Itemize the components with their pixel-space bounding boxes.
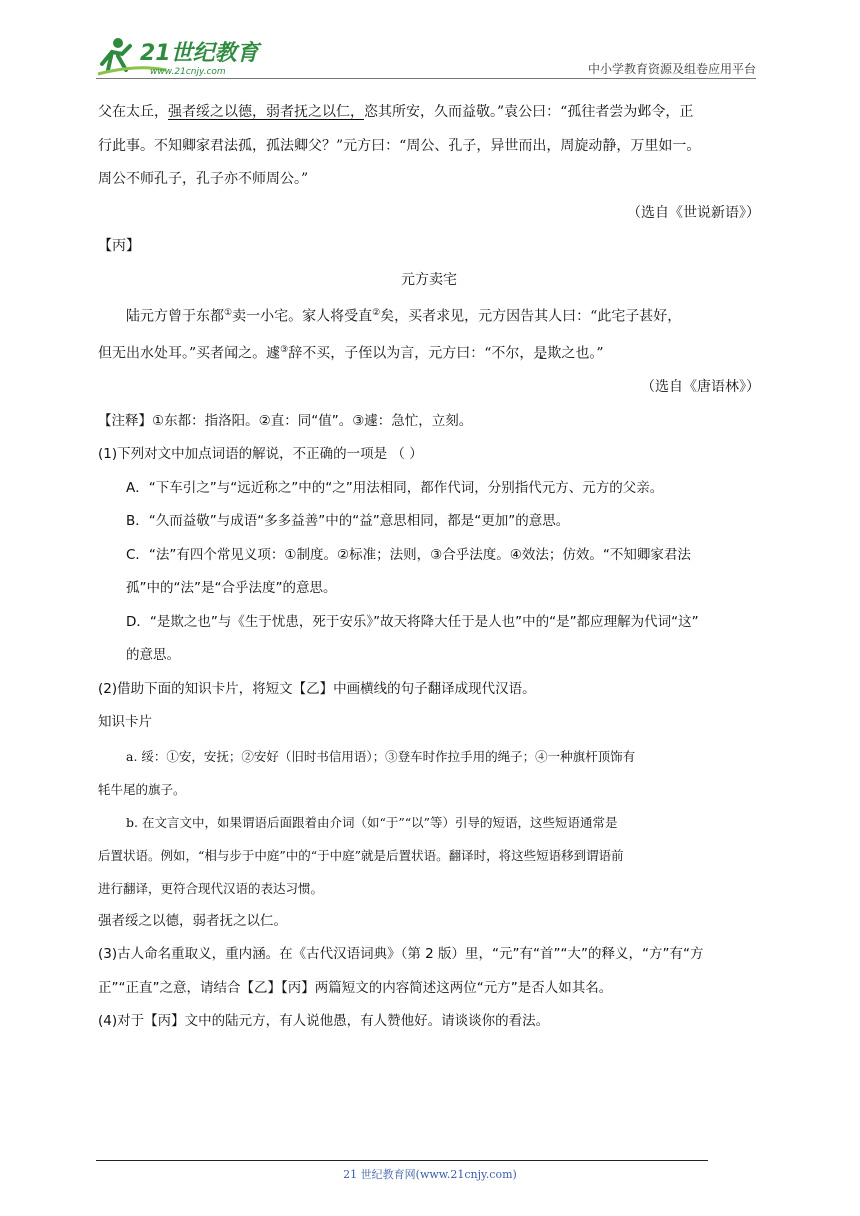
source-citation: （选自《唐语林》） [641,379,760,396]
question-3-stem: (3)古人命名重取义，重内涵。在《古代汉语词典》（第 2 版）里，“元”有“首”“大”的释义，“方”有“方 [98,946,704,963]
site-logo[interactable] [96,34,266,78]
source-citation: （选自《世说新语》） [627,204,760,221]
knowledge-card-title: 知识卡片 [98,714,152,731]
translation-sentence: 强者绥之以德，弱者抚之以仁。 [98,912,287,929]
question-4-stem: (4)对于【丙】文中的陆元方，有人说他愚，有人赞他好。请谈谈你的看法。 [98,1013,550,1030]
dotted-word: 是 [533,345,548,362]
header-divider [96,78,756,79]
passage-bing-line: 陆元方曾于东都①卖一小宅。家人将受直②矣，买者求见，元方因告其人曰：“此宅子甚好， [126,308,682,325]
annotation-notes: 【注释】①东都：指洛阳。②直：同“值”。③遽：急忙，立刻。 [98,412,473,429]
question-1-option-d[interactable]: D．“是欺之也”与《生于忧患，死于安乐》”故天将降大任于是人也”中的“是”都应理解为代词“这” [126,613,699,630]
question-1-option-c-cont: 孤”中的“法”是“合乎法度”的意思。 [126,580,337,597]
passage-yi-line: 行此事。不知卿家君法孤，孤法卿父？”元方曰：“周公、孔子，异世而出，周旋动静，万里如一。 [98,137,701,154]
knowledge-card-item: b. 在文言文中，如果谓语后面跟着由介词（如“于”“以”等）引导的短语，这些短语通常是 [126,814,618,830]
dotted-word: 益 [462,104,476,120]
question-1-option-d-cont: 的意思。 [126,647,180,664]
knowledge-card-item: 牦牛尾的旗子。 [98,781,186,797]
passage-title: 元方卖宅 [401,271,457,288]
question-1-option-c[interactable]: C．“法”有四个常见义项：①制度。②标准；法则，③合乎法度。④效法；仿效。“不知卿家君法 [126,546,691,563]
footer-link[interactable]: 21 世纪教育网(www.21cnjy.com) [343,1168,517,1181]
question-1-option-b[interactable]: B．“久而益敬”与成语“多多益善”中的“益”意思相同，都是“更加”的意思。 [126,513,570,530]
question-3-stem-cont: 正”“正直”之意，请结合【乙】【丙】两篇短文的内容简述这两位“元方”是否人如其名。 [98,979,613,996]
document-body [98,96,760,1039]
page-header [96,34,756,80]
passage-yi-line: 周公不师孔子，孔子亦不师周公。” [98,171,309,187]
knowledge-card-item: a. 绥：①安，安抚；②安好（旧时书信用语）；③登车时作拉手用的绳子；④一种旗杆顶饰有 [126,748,636,764]
section-label: 【丙】 [98,238,140,254]
knowledge-card-item: 进行翻译，更符合现代汉语的表达习惯。 [98,880,324,896]
underlined-sentence: 强者绥之以德，弱者抚之以仁， [168,104,364,120]
footer-divider [96,1160,708,1161]
question-1-option-a[interactable]: A．“下车引之”与“远近称之”中的“之”用法相同，都作代词，分别指代元方、元方的父亲。 [126,479,664,496]
passage-bing-line: 但无出水处耳。”买者闻之。遽③辞不买，子侄以为言，元方曰：“不尔，是欺之也。” [98,345,604,362]
question-1-stem: (1)下列对文中加点词语的解说，不正确的一项是 （ ） [98,446,423,463]
svg-text:21世纪教育: 21世纪教育 [140,41,259,66]
passage-yi-line: 父在太丘，强者绥之以德，弱者抚之以仁，恣其所安，久而益敬。”袁公曰：“孤往者尝为邺令，正 [98,104,694,120]
dotted-word: 法 [224,137,238,154]
knowledge-card-item: 后置状语。例如，“相与步于中庭”中的“于中庭”就是后置状语。翻译时，将这些短语移到谓语前 [98,847,624,863]
svg-text:www.21cnjy.com: www.21cnjy.com [150,67,226,77]
platform-name: 中小学教育资源及组卷应用平台 [587,62,756,76]
question-2-stem: (2)借助下面的知识卡片，将短文【乙】中画横线的句子翻译成现代汉语。 [98,680,536,697]
